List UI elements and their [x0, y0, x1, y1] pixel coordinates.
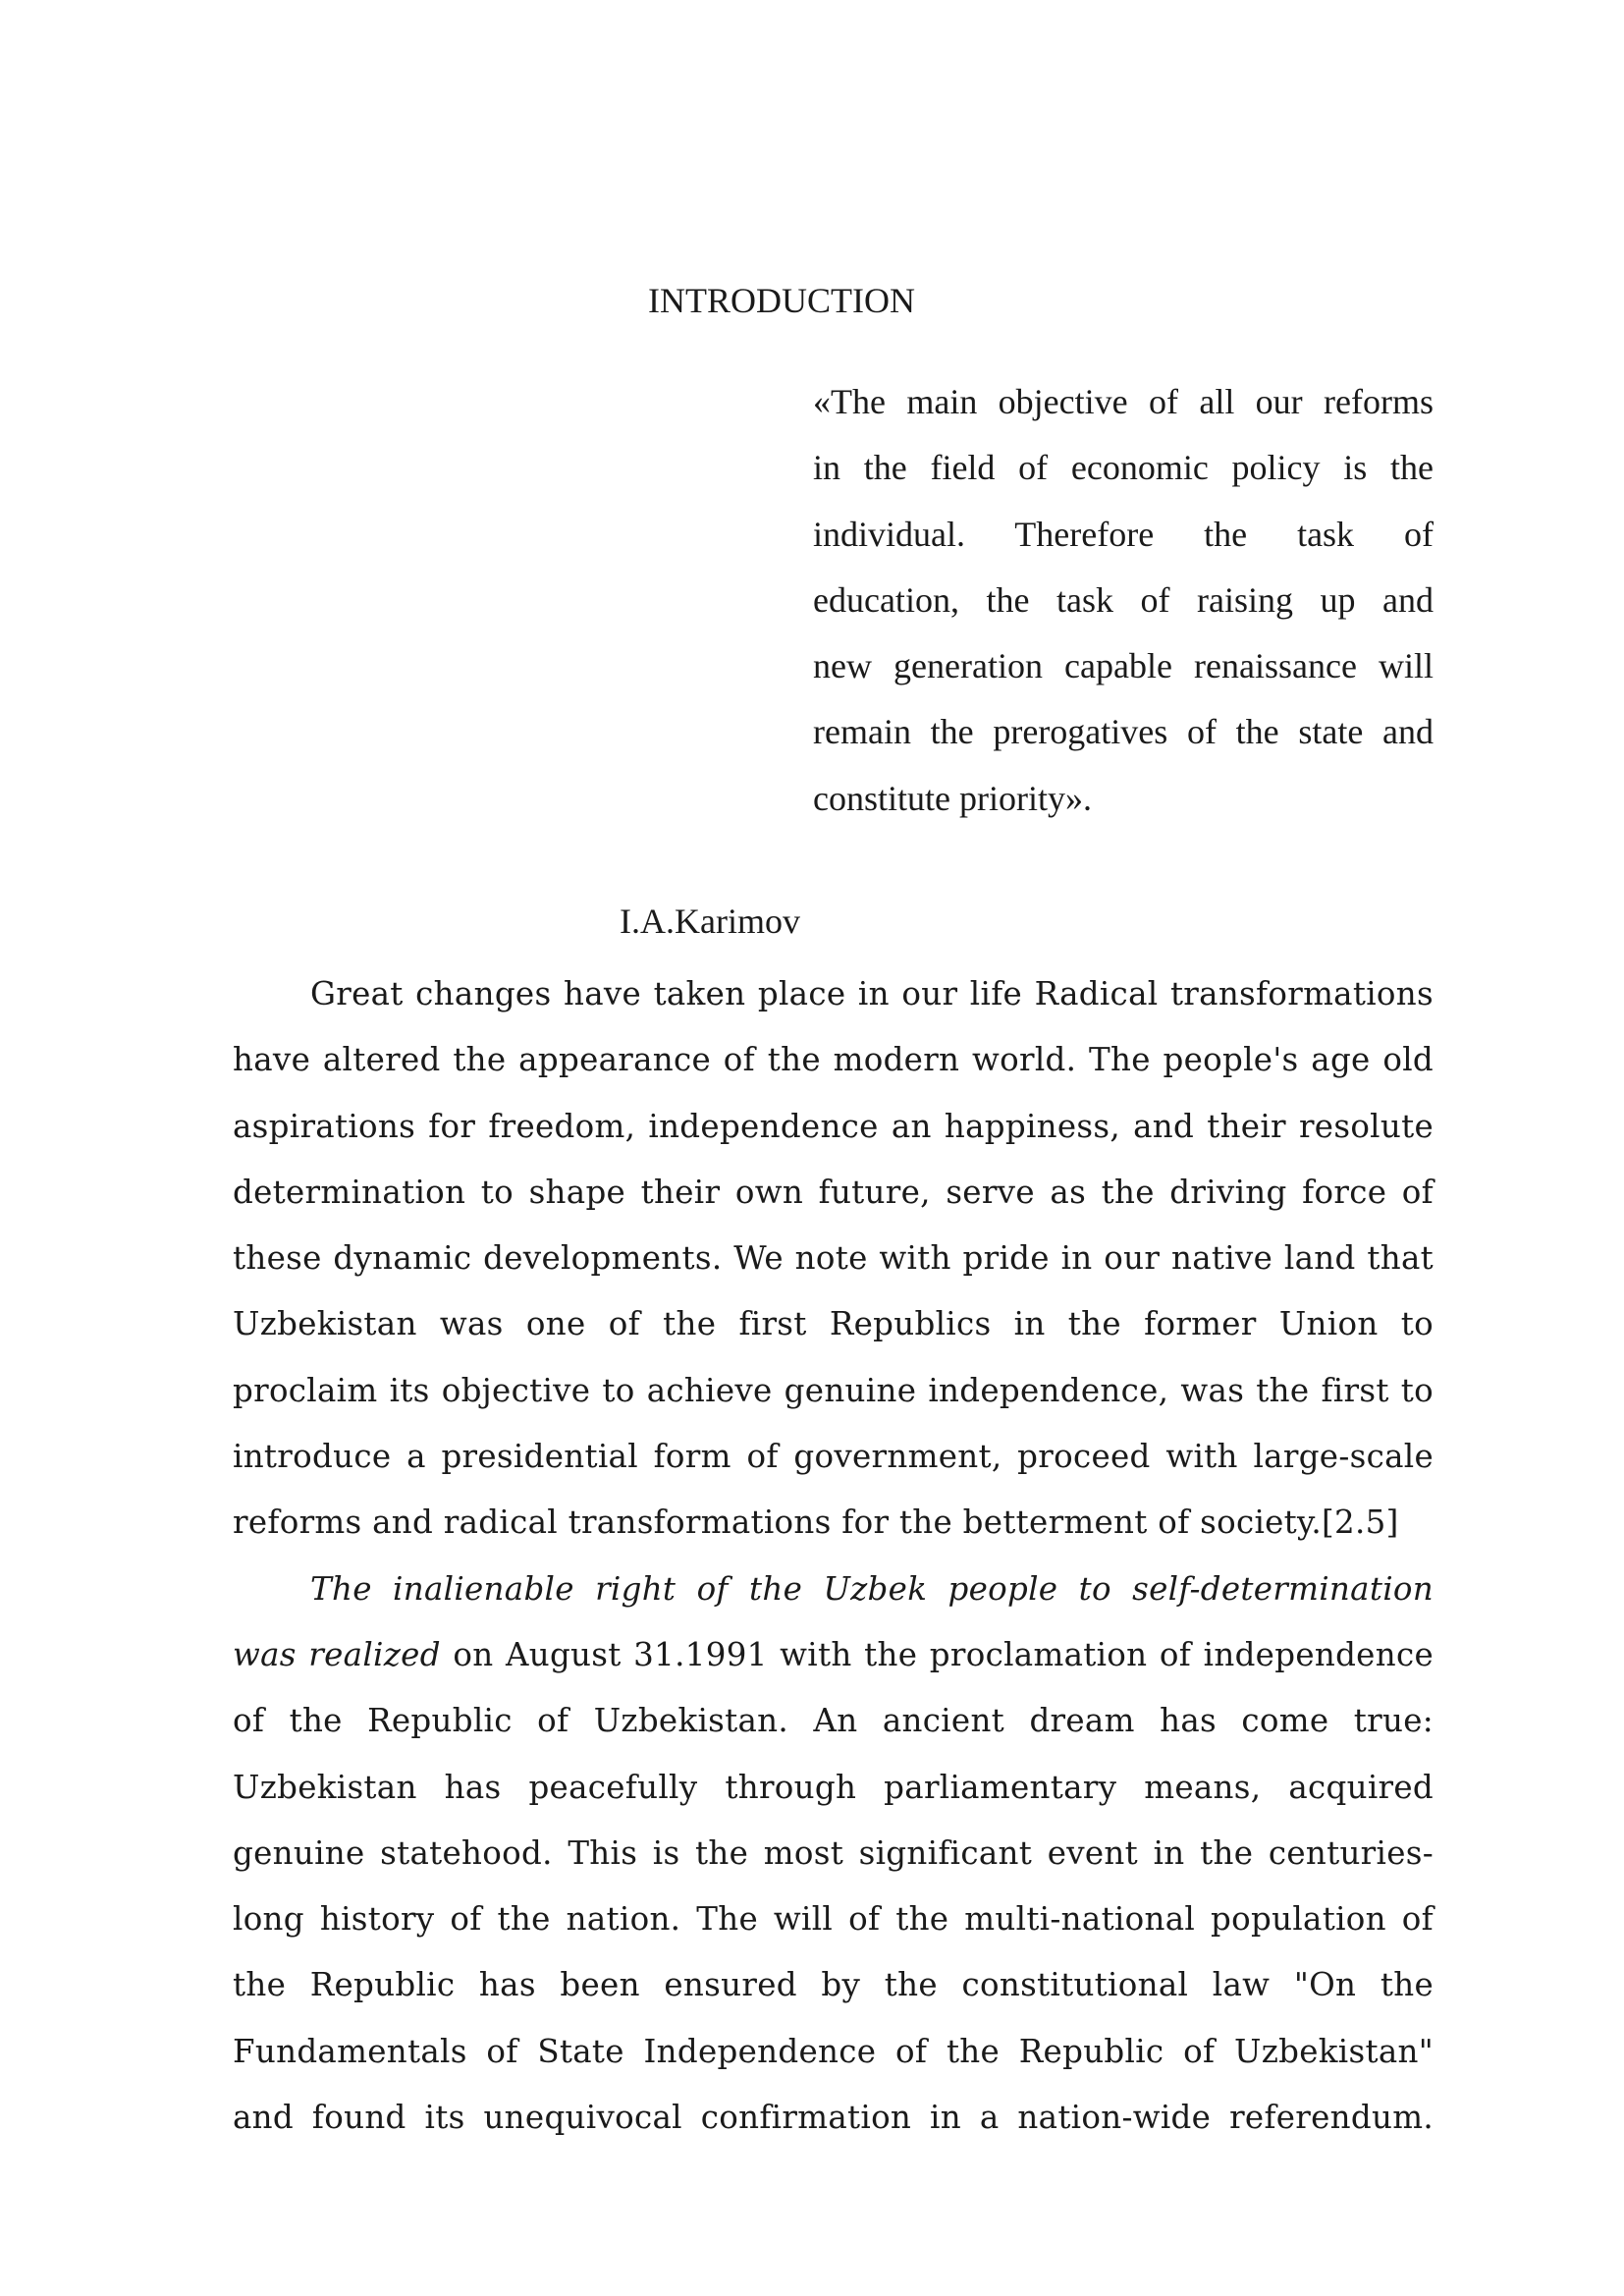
paragraph-2-line-rest: on August 31.1991 with the proclamation of independence — [440, 1635, 1434, 1673]
epigraph-line: individual. Therefore the task of — [813, 514, 1434, 554]
paragraph-2-line: of the Republic of Uzbekistan. An ancient dream has come true: — [233, 1702, 1434, 1740]
epigraph-line: new generation capable renaissance will — [813, 646, 1434, 686]
epigraph-author: I.A.Karimov — [620, 902, 800, 941]
paragraph-1-line: introduce a presidential form of government, proceed with large-scale — [233, 1438, 1434, 1476]
paragraph-2-line: Uzbekistan has peacefully through parliamentary means, acquired — [233, 1768, 1434, 1806]
paragraph-2-line: the Republic has been ensured by the constitutional law "On the — [233, 1966, 1434, 2004]
paragraph-1-line: Uzbekistan was one of the first Republics in the former Union to — [233, 1305, 1434, 1343]
paragraph-2-line: Fundamentals of State Independence of the Republic of Uzbekistan" — [233, 2032, 1434, 2070]
paragraph-1-line: these dynamic developments. We note with pride in our native land that — [233, 1239, 1434, 1278]
paragraph-2-line: and found its unequivocal confirmation in a nation-wide referendum. — [233, 2099, 1434, 2137]
paragraph-2-line: long history of the nation. The will of the multi-national population of — [233, 1900, 1434, 1939]
paragraph-2-italic-phrase: was realized — [233, 1635, 441, 1673]
paragraph-2-line — [233, 1622, 1434, 1688]
epigraph-line: remain the prerogatives of the state and — [813, 712, 1434, 752]
body-text — [233, 961, 1434, 2151]
paragraph-2-italic-line: The inalienable right of the Uzbek people to self-determination — [310, 1569, 1434, 1608]
paragraph-1-line: reforms and radical transformations for the betterment of society.[2.5] — [233, 1503, 1399, 1542]
epigraph-line: education, the task of raising up and — [813, 579, 1434, 620]
paragraph-1-line: proclaim its objective to achieve genuine independence, was the first to — [233, 1371, 1434, 1409]
paragraph-2-line: genuine statehood. This is the most significant event in the centuries- — [233, 1833, 1434, 1872]
section-heading: INTRODUCTION — [648, 281, 915, 320]
paragraph-1-line: have altered the appearance of the modern world. The people's age old — [233, 1041, 1434, 1079]
epigraph-line: constitute priority». — [813, 778, 1092, 818]
paragraph-1-line: aspirations for freedom, independence an happiness, and their resolute — [233, 1107, 1434, 1145]
epigraph-quote — [813, 369, 1434, 832]
paragraph-1-line: Great changes have taken place in our life Radical transformations — [310, 975, 1434, 1012]
epigraph-line: «The main objective of all our reforms — [813, 382, 1434, 421]
epigraph-line: in the field of economic policy is the — [813, 448, 1434, 488]
paragraph-1-line: determination to shape their own future, serve as the driving force of — [233, 1173, 1434, 1211]
